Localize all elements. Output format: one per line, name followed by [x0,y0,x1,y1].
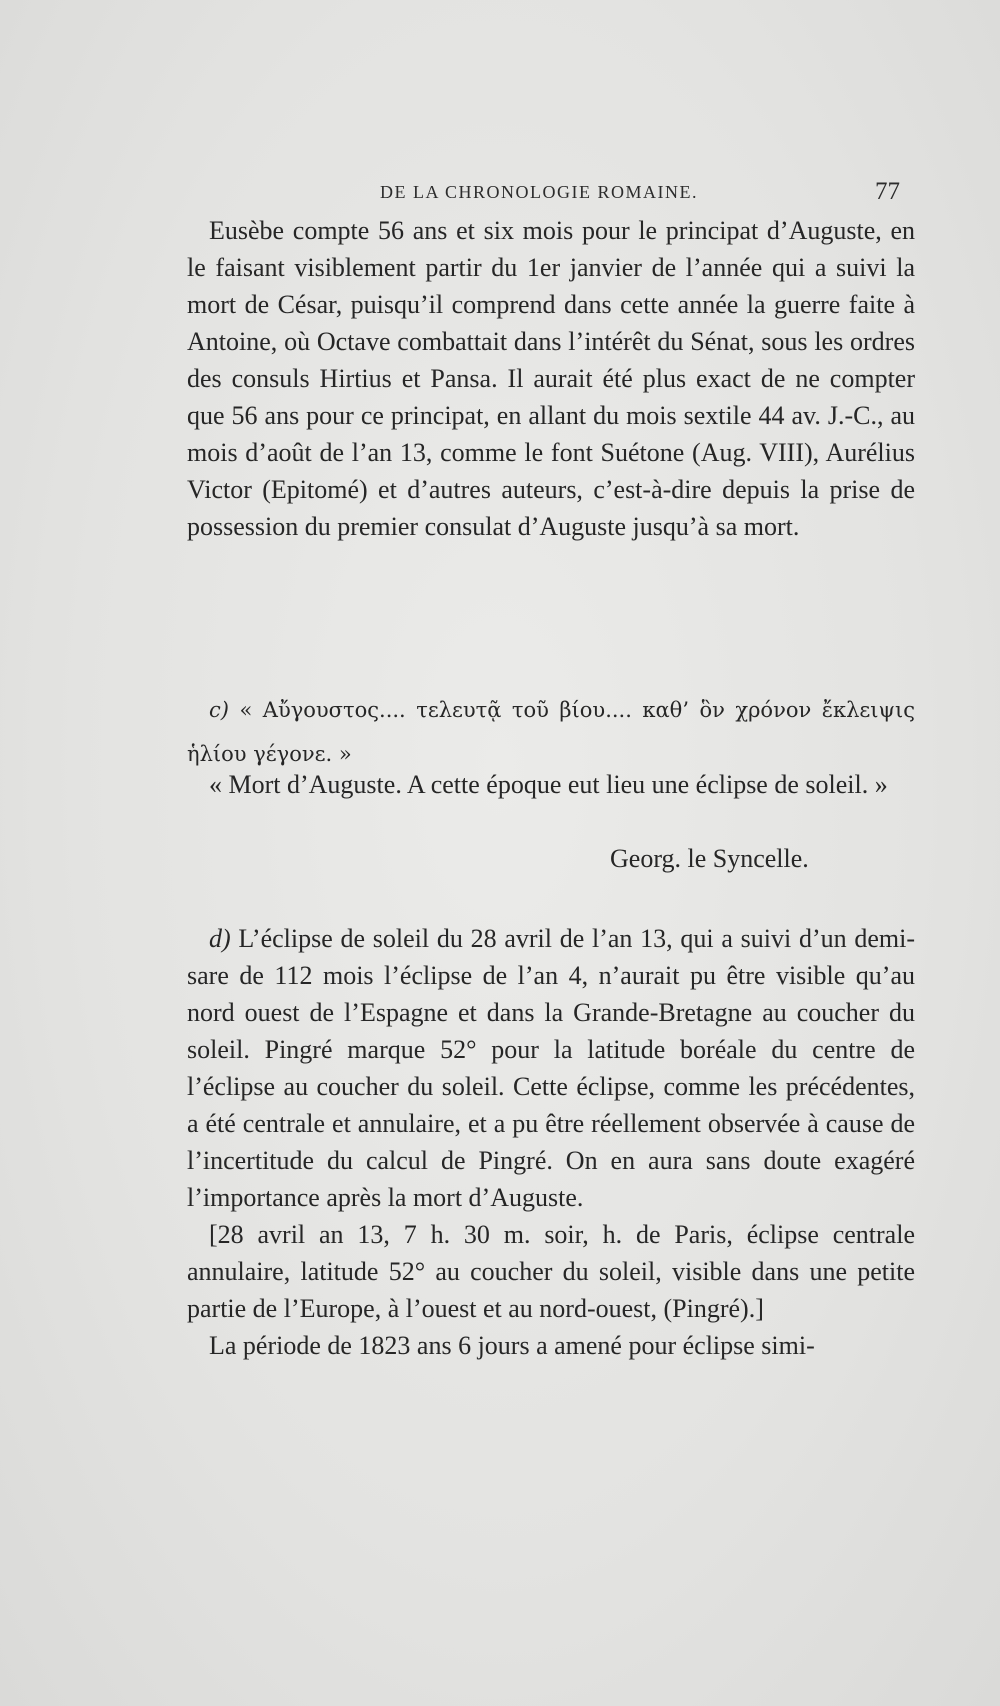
page-header [380,178,900,208]
section-label-d: d) [209,924,231,953]
bracket-note: [28 avril an 13, 7 h. 30 m. soir, h. de Paris, éclipse centrale annulaire, latitude 52° au coucher du soleil, visible dans une petite partie de l’Europe, à l’ouest et au nord-ouest, (Pingré).] [187,1220,915,1323]
last-line: La période de 1823 ans 6 jours a amené pour éclipse simi- [209,1331,815,1360]
greek-quote-text: « Αὔγουστος.... τελευτᾷ τοῦ βίου.... καθ’ ὃν χρόνον ἔκλειψις ἡλίου γέγονε. » [187,698,915,766]
paragraph-eusebe-text: Eusèbe compte 56 ans et six mois pour le principat d’Auguste, en le faisant visiblement partir du 1er janvier de l’année qui a suivi la mort de César, puisqu’il comprend dans cette année la guerre faite à Antoine, où Octave combattait dans l’intérêt du Sénat, sous les ordres des consuls Hirtius et Pansa. Il aurait été plus exact de ne compter que 56 ans pour ce principat, en allant du mois sextile 44 av. J.-C., au mois d’août de l’an 13, comme le font Suétone (Aug. VIII), Aurélius Victor (Epitomé) et d’autres auteurs, c’est-à-dire depuis la prise de possession du premier consulat d’Auguste jusqu’à sa mort. [187,216,915,541]
page-number: 77 [875,178,900,205]
quote-translation [187,766,915,803]
paragraph-eusebe [187,212,915,545]
section-d-text: L’éclipse de soleil du 28 avril de l’an 13, qui a suivi d’un demi-sare de 112 mois l’éclipse de l’an 4, n’aurait pu être visible qu’au nord ouest de l’Espagne et dans la Grande-Bretagne au coucher du soleil. Pingré marque 52° pour la latitude boréale du centre de l’éclipse au coucher du soleil. Cette éclipse, comme les précédentes, a été centrale et annulaire, et a pu être réellement observée à cause de l’incertitude du calcul de Pingré. On en aura sans doute exagéré l’importance après la mort d’Auguste. [187,924,916,1212]
quote-greek [187,688,915,776]
translation-text: « Mort d’Auguste. A cette époque eut lieu une éclipse de soleil. » [209,770,888,799]
running-title: DE LA CHRONOLOGIE ROMAINE. [380,182,698,202]
quote-attribution: Georg. le Syncelle. [610,844,809,873]
section-label-c: c) [209,698,229,722]
section-d [187,920,915,1364]
